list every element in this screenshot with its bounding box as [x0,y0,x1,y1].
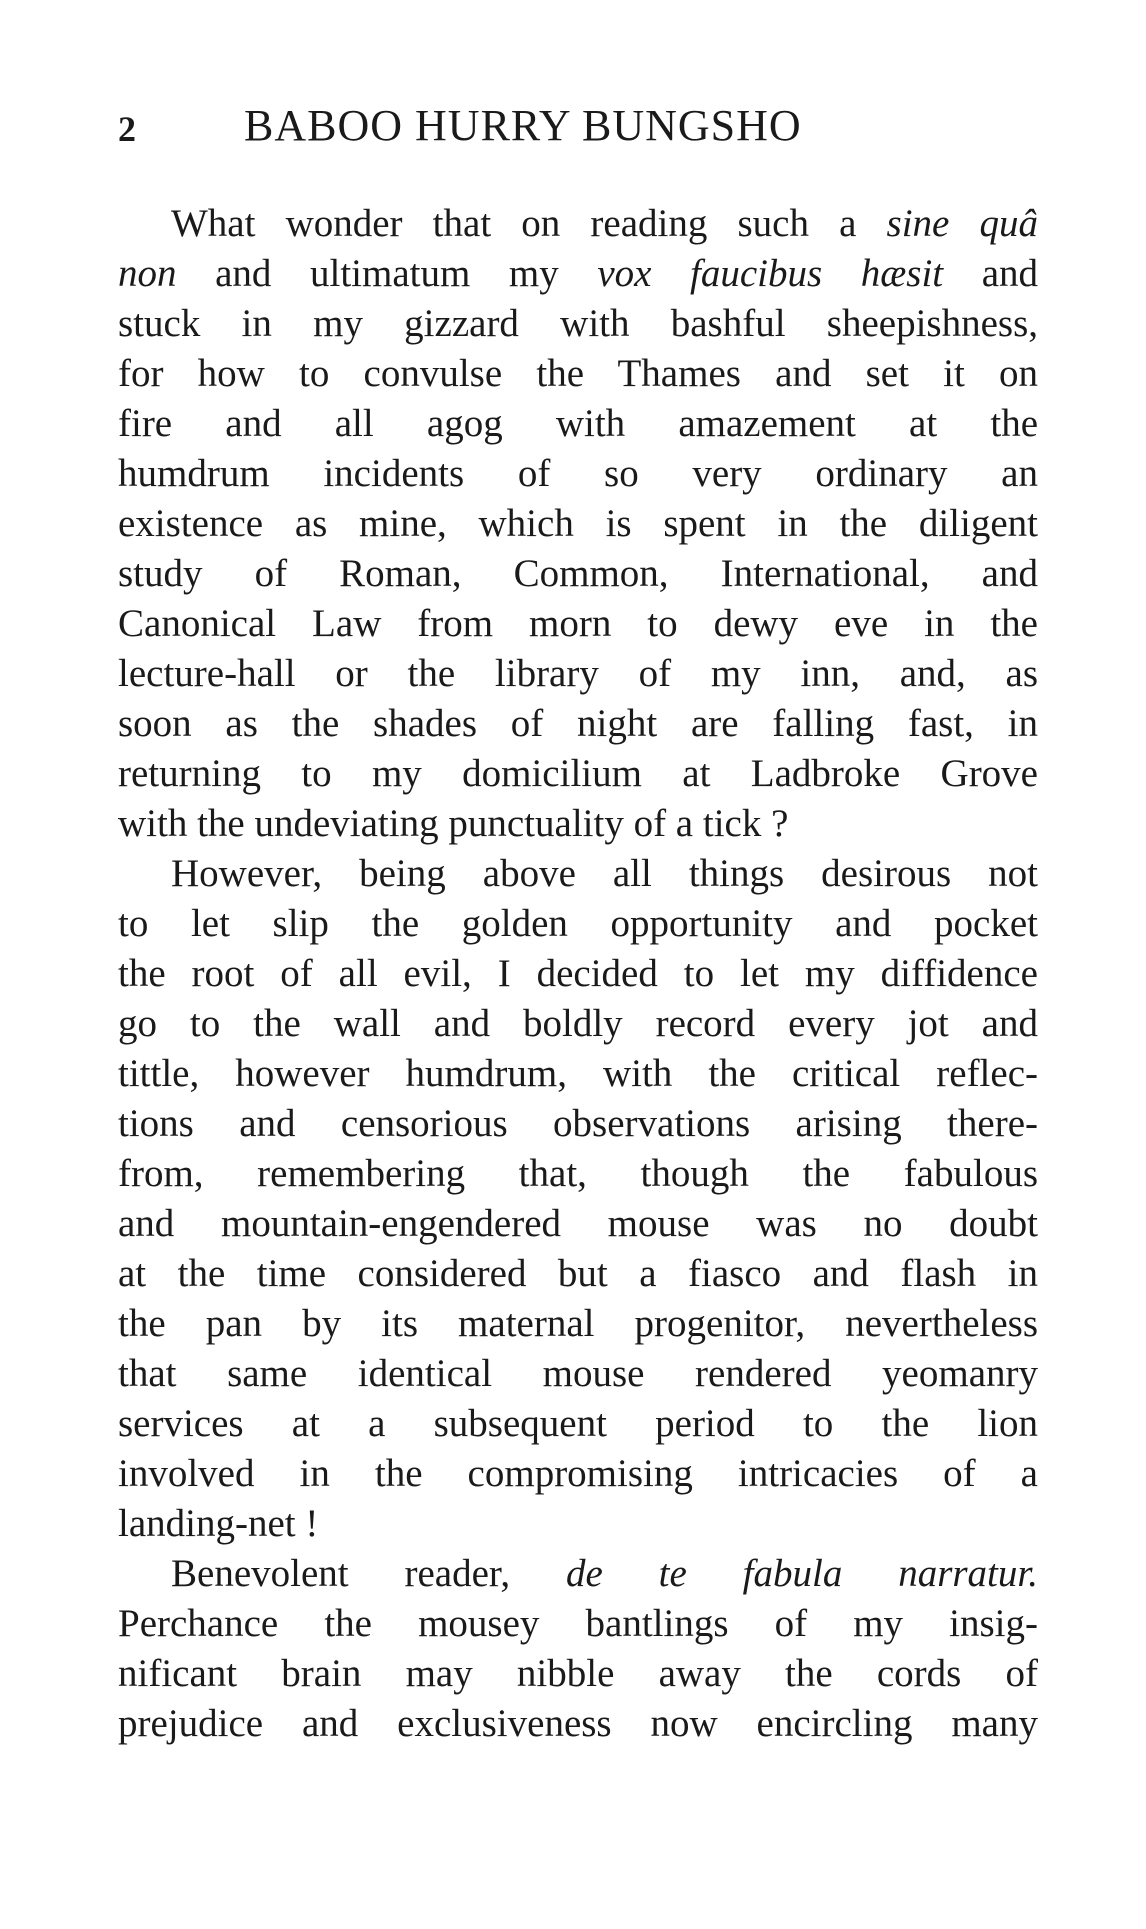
italic-phrase: vox faucibus hæsit [597,252,944,295]
text-line: that same identical mouse rendered yeomanry [118,1352,1038,1395]
text-line: humdrum incidents of so very ordinary an [118,452,1038,495]
italic-phrase: de te fabula narratur. [565,1552,1038,1595]
text-line: to let slip the golden opportunity and pocket [118,902,1038,945]
text-line: prejudice and exclusiveness now encircling many [118,1702,1038,1745]
running-title: BABOO HURRY BUNGSHO [244,101,802,150]
text-line: lecture-hall or the library of my inn, and, as [118,652,1038,695]
text-line: study of Roman, Common, International, and [118,552,1038,595]
text-line: Perchance the mousey bantlings of my insig- [118,1602,1038,1645]
italic-phrase: non [118,252,177,295]
page-number: 2 [118,109,136,149]
text-line: non and ultimatum my vox faucibus hæsit and [118,252,1039,295]
body-text [118,199,1038,1749]
text-line: tittle, however humdrum, with the critical reflec- [118,1052,1038,1095]
text-line: Benevolent reader, de te fabula narratur. [171,1552,1038,1595]
text-line: from, remembering that, though the fabulous [118,1152,1038,1195]
text-line: at the time considered but a fiasco and flash in [118,1252,1038,1295]
text-line: However, being above all things desirous not [171,852,1038,895]
text-line: and mountain-engendered mouse was no doubt [118,1202,1038,1245]
italic-phrase: sine quâ [886,202,1038,245]
text-line: landing-net ! [118,1502,319,1545]
text-line: with the undeviating punctuality of a tick ? [118,802,789,845]
text-line: involved in the compromising intricacies of a [118,1452,1038,1495]
text-line: nificant brain may nibble away the cords of [118,1652,1038,1695]
text-line: Canonical Law from morn to dewy eve in the [118,602,1038,645]
text-line: existence as mine, which is spent in the diligent [118,502,1038,545]
text-line: What wonder that on reading such a sine quâ [171,202,1038,245]
text-line: stuck in my gizzard with bashful sheepishness, [118,302,1038,345]
text-line: tions and censorious observations arising there- [118,1102,1038,1145]
text-line: services at a subsequent period to the lion [118,1402,1038,1445]
text-line: go to the wall and boldly record every jot and [118,1002,1038,1045]
text-line: the pan by its maternal progenitor, nevertheless [118,1302,1038,1345]
text-line: fire and all agog with amazement at the [118,402,1038,445]
text-line: soon as the shades of night are falling fast, in [118,702,1038,745]
text-line: the root of all evil, I decided to let my diffidence [118,952,1038,995]
running-head [118,100,1038,160]
text-line: for how to convulse the Thames and set it on [118,352,1038,395]
text-line: returning to my domicilium at Ladbroke Grove [118,752,1038,795]
